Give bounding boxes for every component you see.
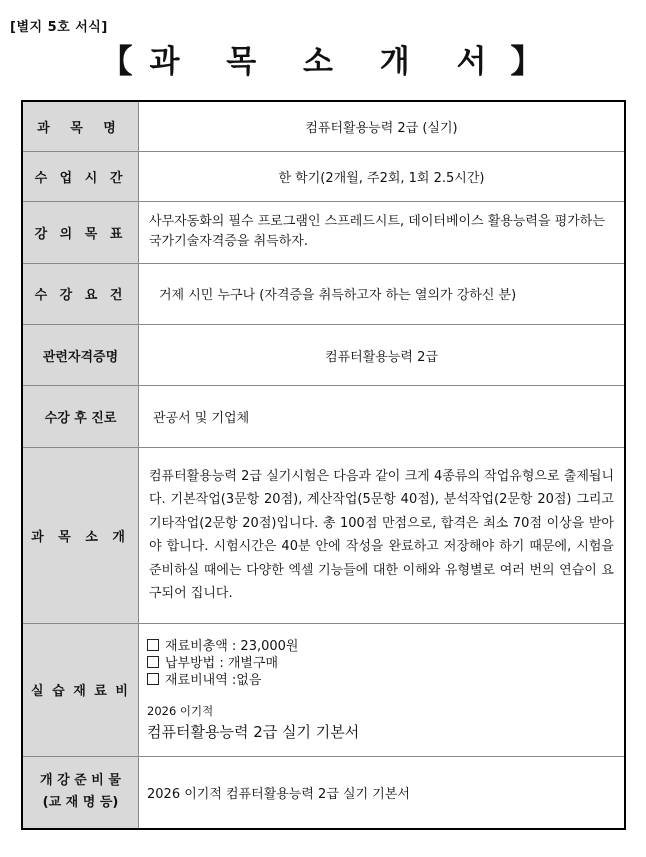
title-open-bracket: 【 — [100, 42, 136, 80]
form-number: [별지 5호 서식] — [10, 20, 108, 35]
requirement-label: 수 강 요 건 — [22, 263, 139, 324]
table-row — [22, 202, 625, 263]
table-row — [22, 101, 625, 151]
book-title: 컴퓨터활용능력 2급 실기 기본서 — [147, 722, 360, 741]
goal-value: 사무자동화의 필수 프로그램인 스프레드시트, 데이터베이스 활용능력을 평가하는 국가기술자격증을 취득하자. — [139, 202, 626, 263]
intro-value: 컴퓨터활용능력 2급 실기시험은 다음과 같이 크게 4종류의 작업유형으로 출제됩니다. 기본작업(3문항 20점), 계산작업(5문항 40점), 분석작업(2문항 20점) 그리고 기타작업(2문항 20점)입니다. 총 100점 만점으로, 합격은 최소 70점 이상을 받아야 합니다. 시험시간은 40분 안에 작성을 완료하고 저장해야 하기 때문에, 시험을 준비하실 때에는 다양한 엑셀 기능들에 대한 이해와 유형별로 여러 번의 연습이 요구되어 집니다. — [139, 447, 626, 623]
certificate-value: 컴퓨터활용능력 2급 — [139, 325, 626, 386]
material-payment: 납부방법 : 개별구매 — [147, 655, 614, 672]
hours-value: 한 학기(2개월, 주2회, 1회 2.5시간) — [139, 151, 626, 201]
material-total: 재료비총액 : 23,000원 — [147, 638, 614, 655]
goal-label: 강 의 목 표 — [22, 202, 139, 263]
book-year: 2026 이기적 — [147, 703, 214, 718]
table-row — [22, 263, 625, 324]
hours-label: 수 업 시 간 — [22, 151, 139, 201]
subject-label: 과 목 명 — [22, 101, 139, 151]
table-row — [22, 756, 625, 829]
career-value: 관공서 및 기업체 — [139, 386, 626, 447]
document-title — [0, 36, 646, 82]
title-close-bracket: 】 — [510, 42, 546, 80]
career-label: 수강 후 진로 — [22, 386, 139, 447]
materials-label: 실 습 재 료 비 — [22, 624, 139, 757]
table-row — [22, 624, 625, 757]
intro-label: 과 목 소 개 — [22, 447, 139, 623]
textbook-value: 2026 이기적 컴퓨터활용능력 2급 실기 기본서 — [139, 756, 626, 829]
subject-value: 컴퓨터활용능력 2급 (실기) — [139, 101, 626, 151]
title-text: 과 목 소 개 서 — [149, 44, 505, 80]
certificate-label: 관련자격증명 — [22, 325, 139, 386]
table-row — [22, 151, 625, 201]
table-row — [22, 447, 625, 623]
table-row — [22, 386, 625, 447]
course-info-table — [21, 100, 626, 830]
checkbox-icon — [147, 673, 159, 685]
textbook-label: 개 강 준 비 물 (교 재 명 등) — [22, 756, 139, 829]
material-detail: 재료비내역 :없음 — [147, 672, 614, 689]
checkbox-icon — [147, 656, 159, 668]
requirement-value: 거제 시민 누구나 (자격증을 취득하고자 하는 열의가 강하신 분) — [139, 263, 626, 324]
checkbox-icon — [147, 639, 159, 651]
table-row — [22, 325, 625, 386]
materials-value — [139, 624, 626, 757]
